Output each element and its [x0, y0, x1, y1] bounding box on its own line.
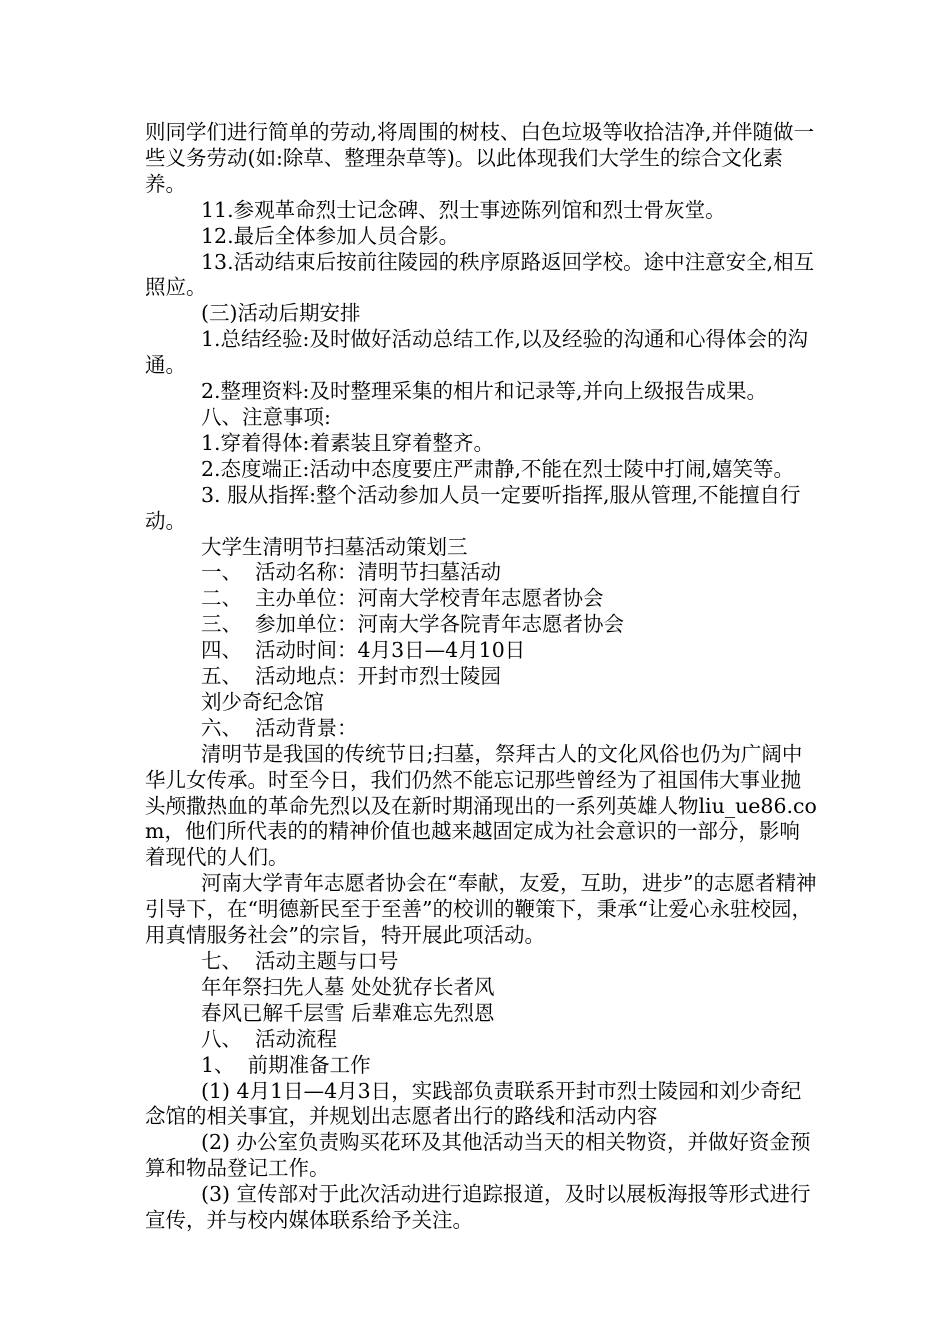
paragraph: 清明节是我国的传统节日;扫墓，祭拜古人的文化风俗也仍为广阔中华儿女传承。时至今日，我们仍然不能忘记那些曾经为了祖国伟大事业抛头颅撒热血的革命先烈以及在新时期涌现出的一系列英雄人物liu_ue86.com，他们所代表的的精神价值也越来越固定成为社会意识的一部分，影响着现代的人们。 [145, 741, 817, 870]
paragraph: 2.态度端正:活动中态度要庄严肃静,不能在烈士陵中打闹,嬉笑等。 [201, 456, 794, 481]
paragraph: 河南大学青年志愿者协会在“奉献，友爱，互助，进步”的志愿者精神引导下，在“明德新民至于至善”的校训的鞭策下，秉承“让爱心永驻校园，用真情服务社会”的宗旨，特开展此项活动。 [145, 871, 817, 948]
paragraph: 一、 活动名称：清明节扫墓活动 [201, 560, 502, 585]
paragraph: 七、 活动主题与口号 [201, 949, 399, 973]
paragraph: 13.活动结束后按前往陵园的秩序原路返回学校。途中注意安全,相互照应。 [145, 249, 815, 300]
paragraph: 11.参观革命烈士记念碑、烈士事迹陈列馆和烈士骨灰堂。 [201, 197, 726, 222]
paragraph: (1) 4月1日—4月3日，实践部负责联系开封市烈士陵园和刘少奇纪念馆的相关事宜，并规划出志愿者出行的路线和活动内容 [145, 1078, 802, 1129]
paragraph: 八、 活动流程 [201, 1026, 338, 1051]
paragraph: (2) 办公室负责购买花环及其他活动当天的相关物资，并做好资金预算和物品登记工作。 [145, 1130, 811, 1181]
paragraph: (三)活动后期安排 [201, 301, 361, 326]
paragraph: 四、 活动时间：4月3日—4月10日 [201, 638, 526, 663]
paragraph: 刘少奇纪念馆 [201, 689, 324, 714]
paragraph: 12.最后全体参加人员合影。 [201, 223, 460, 248]
paragraph: 二、 主办单位：河南大学校青年志愿者协会 [201, 586, 604, 611]
paragraph: 2.整理资料:及时整理采集的相片和记录等,并向上级报告成果。 [201, 379, 767, 404]
paragraph: 年年祭扫先人墓 处处犹存长者风 [201, 974, 495, 999]
document-body [145, 120, 817, 1234]
paragraph: 春风已解千层雪 后辈难忘先烈恩 [201, 1000, 495, 1025]
paragraph: 1、 前期准备工作 [201, 1052, 371, 1077]
paragraph: 3. 服从指挥:整个活动参加人员一定要听指挥,服从管理,不能擅自行动。 [145, 482, 801, 533]
paragraph: 三、 参加单位：河南大学各院青年志愿者协会 [201, 612, 625, 637]
paragraph: 则同学们进行简单的劳动,将周围的树枝、白色垃圾等收拾洁净,并伴随做一些义务劳动(如:除草、整理杂草等)。以此体现我们大学生的综合文化素养。 [145, 120, 815, 196]
paragraph: 1.总结经验:及时做好活动总结工作,以及经验的沟通和心得体会的沟通。 [145, 327, 808, 378]
paragraph: 1.穿着得体:着素装且穿着整齐。 [201, 430, 494, 455]
paragraph: (3) 宣传部对于此次活动进行追踪报道，及时以展板海报等形式进行宣传，并与校内媒体联系给予关注。 [145, 1182, 811, 1233]
paragraph: 五、 活动地点：开封市烈士陵园 [201, 664, 502, 689]
paragraph: 六、 活动背景： [201, 715, 358, 740]
paragraph: 八、注意事项: [201, 404, 331, 429]
paragraph: 大学生清明节扫墓活动策划三 [201, 534, 468, 559]
